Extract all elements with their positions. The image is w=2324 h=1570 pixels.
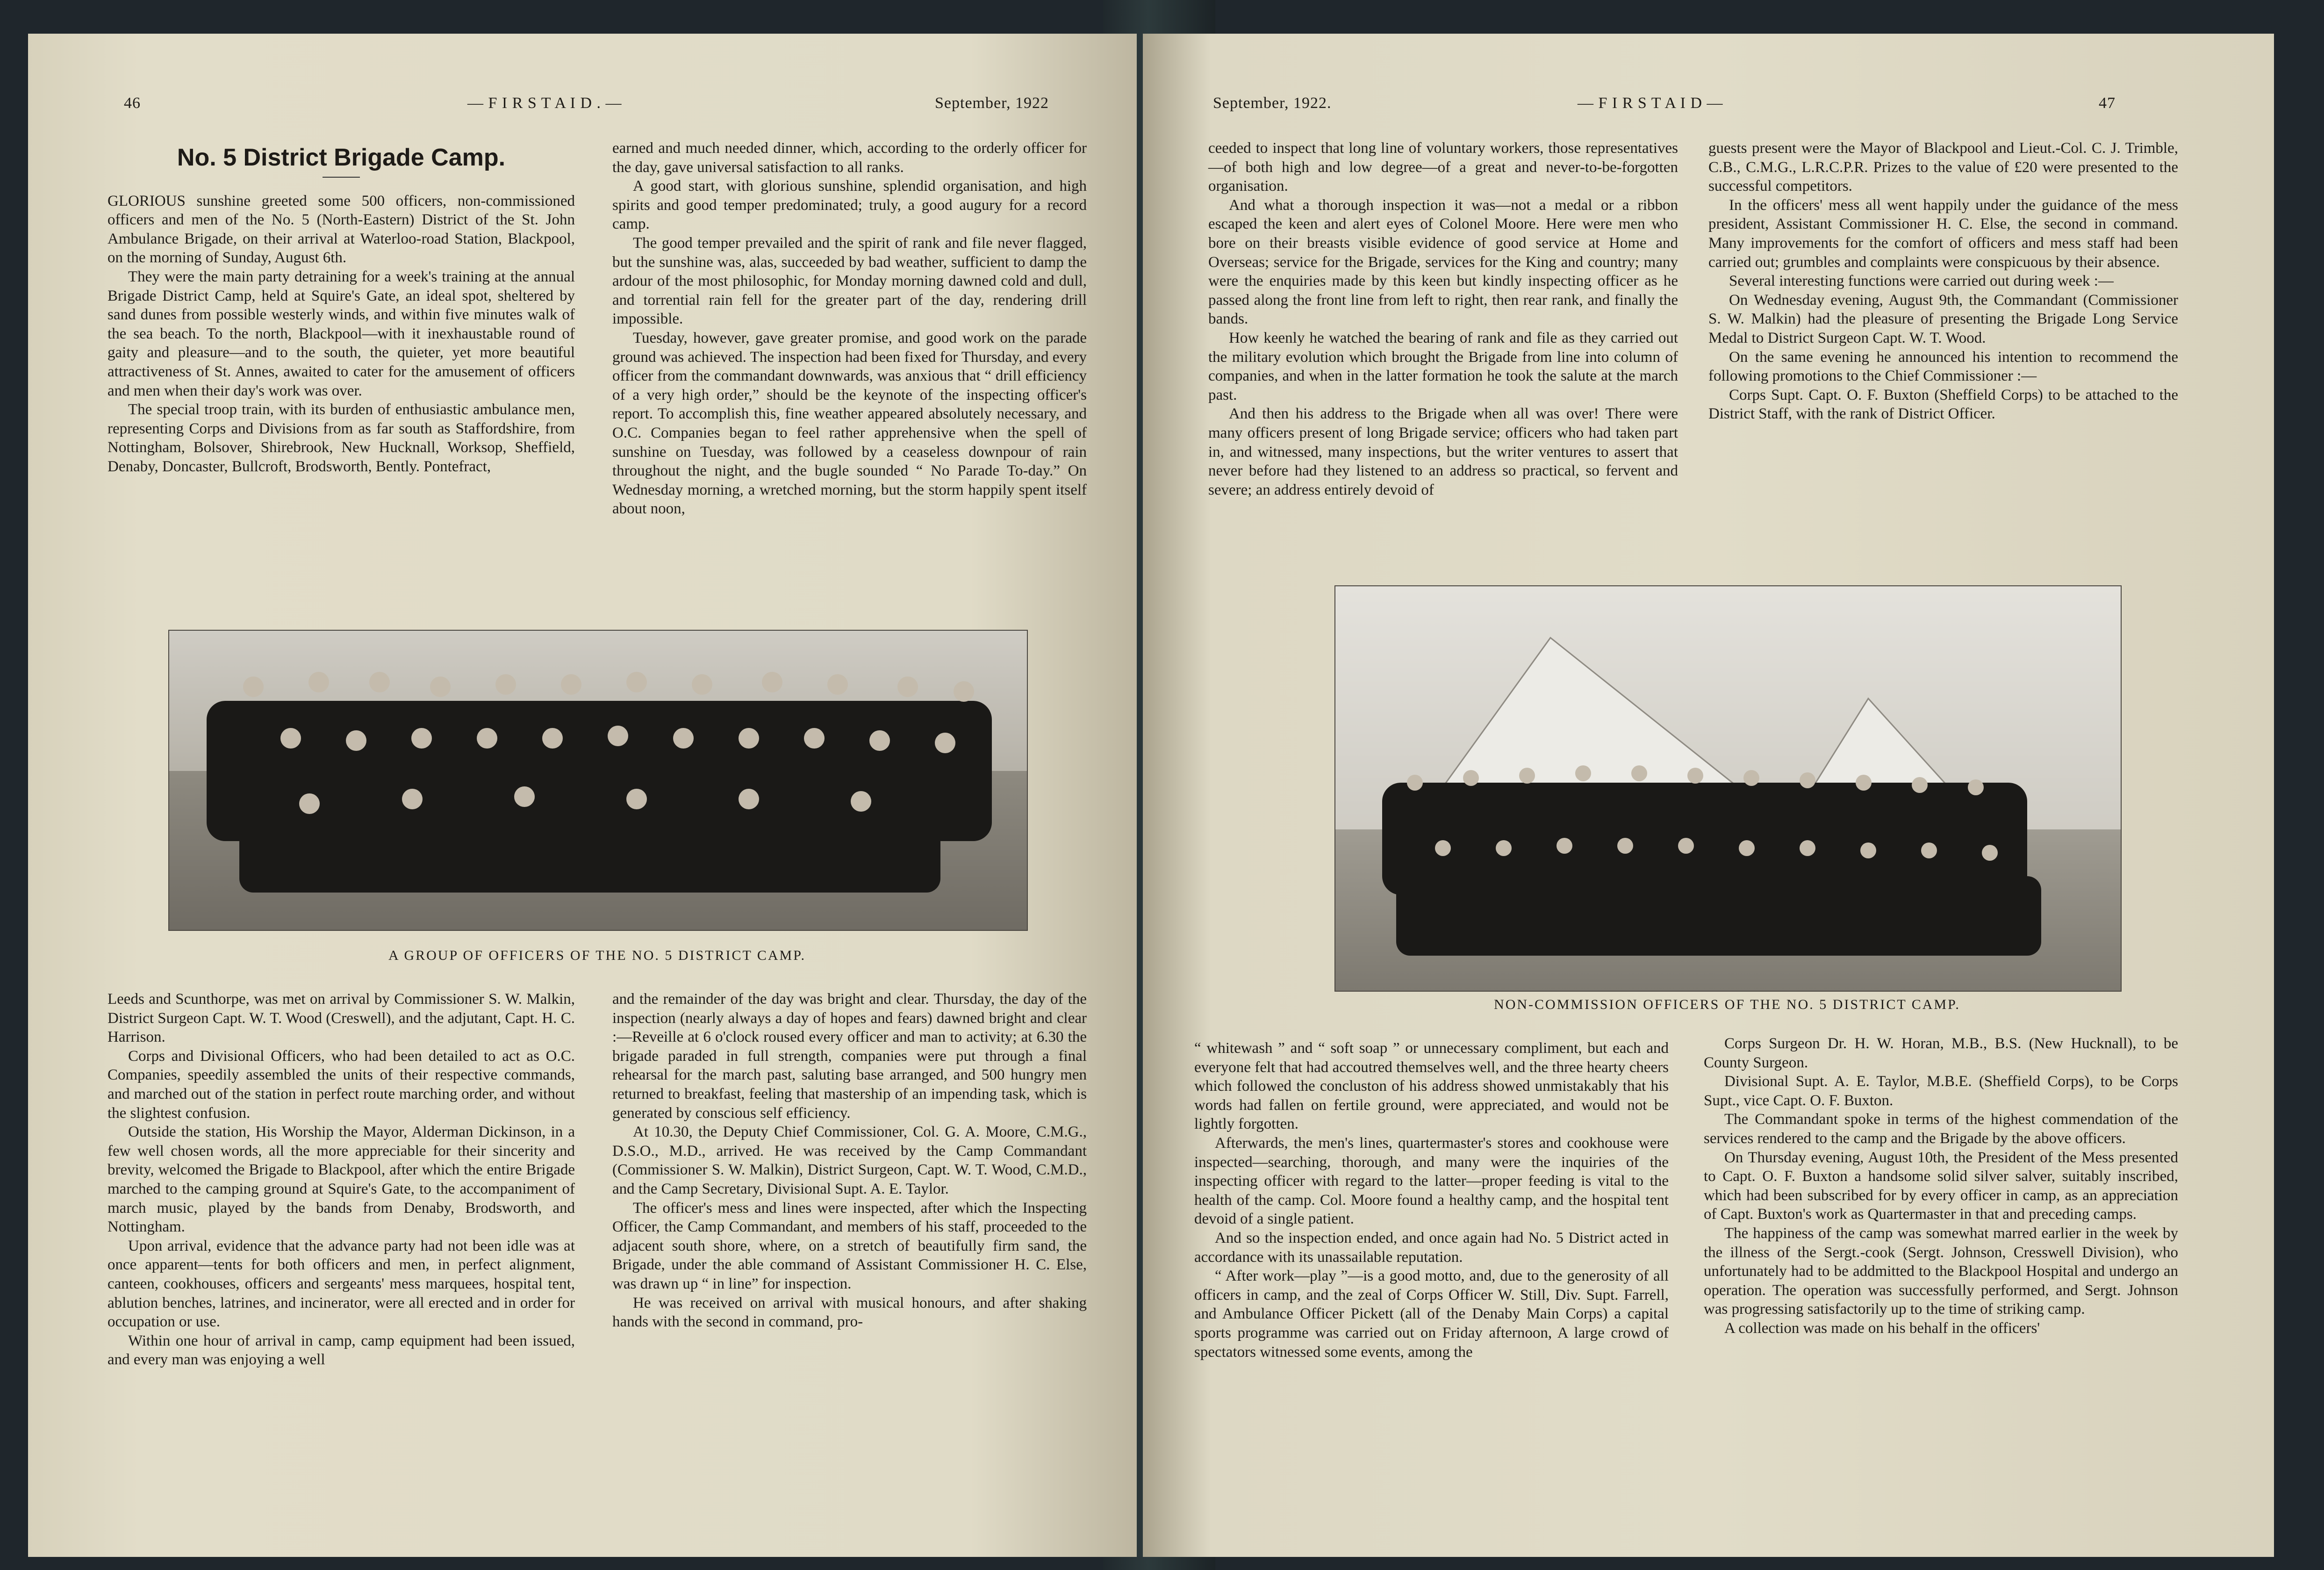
paragraph: On Thursday evening, August 10th, the President of the Mess presented to Capt. O. F. Buxton a handsome solid silver salver, suitably inscribed, which had been subscribed for by every officer in camp, as an appreciation of Capt. Buxton's work as Quartermaster in that and preceding camps. <box>1704 1149 2178 1223</box>
right-col2-bottom <box>1704 1034 2178 1338</box>
paragraph: And what a thorough inspection it was—not a medal or a ribbon escaped the keen and alert eyes of Colonel Moore. Here were men who bore on their breasts visible evidence of good service at Home and Overseas; service for the Brigade, services for the King and country; many were the enquiries made by this keen but kindly inspecting officer as he passed along the front line from left to right, then rear rank, and finally the bands. <box>1208 196 1678 328</box>
left-col1-top <box>108 144 575 476</box>
page-number: 46 <box>124 94 141 112</box>
paragraph: Outside the station, His Worship the Mayor, Alderman Dickinson, in a few well chosen words, all the more appreciable for their sincerity and brevity, welcomed the Brigade to Blackpool, after which the entire Brigade marched to the camping ground at Squire's Gate, to the accompaniment of march music, played by the bands from Denaby, Brodsworth, and Nottingham. <box>108 1123 575 1236</box>
right-col1-top <box>1208 139 1678 499</box>
paragraph: A collection was made on his behalf in the officers' <box>1724 1319 2040 1337</box>
paragraph: earned and much needed dinner, which, according to the orderly officer for the day, gave universal satisfaction to all ranks. <box>612 140 1087 176</box>
paragraph: A good start, with glorious sunshine, splendid organisation, and high spirits and good temper predominated; truly, a good augury for a record camp. <box>612 178 1087 233</box>
paragraph: At 10.30, the Deputy Chief Commissioner, Col. G. A. Moore, C.M.G., D.S.O., M.D., arrived. He was received by the Camp Commandant (Commissioner S. W. Malkin), District Surgeon, Capt. W. T. Wood, C.M.D., and the Camp Secretary, Divisional Supt. A. E. Taylor. <box>612 1123 1087 1197</box>
paragraph: And then his address to the Brigade when all was over! There were many officers present of long Brigade service; officers who had taken part in, and witnessed, many inspections, but the writer ventures to assert that never before had they listened to an address so practical, so fervent and severe; an address entirely devoid of <box>1208 405 1678 498</box>
officers-group-photo <box>168 630 1028 931</box>
paragraph: Corps Supt. Capt. O. F. Buxton (Sheffield Corps) to be attached to the District Staff, with the rank of District Officer. <box>1708 386 2178 423</box>
paragraph: The special troop train, with its burden of enthusiastic ambulance men, representing Corps and Divisions from as far south as Staffordshire, from Nottingham, Bolsover, Shirebrook, New Hucknall, Worksop, Sheffield, Denaby, Doncaster, Bullcroft, Brodsworth, Bently. Pontefract, <box>108 401 575 475</box>
paragraph: On Wednesday evening, August 9th, the Commandant (Commissioner S. W. Malkin) had the pleasure of presenting the Brigade Long Service Medal to District Surgeon Capt. W. T. Wood. <box>1708 291 2178 346</box>
paragraph: guests present were the Mayor of Blackpool and Lieut.-Col. C. J. Trimble, C.B., C.M.G., L.R.C.P.R. Prizes to the value of £20 were presented to the successful competitors. <box>1708 140 2178 195</box>
paragraph: In the officers' mess all went happily under the guidance of the mess president, Assistant Commissioner H. C. Else, the second in command. Many improvements for the comfort of officers and mess staff had been carried out; grumbles and complaints were conspicuous by their absence. <box>1708 196 2178 271</box>
paragraph: And so the inspection ended, and once again had No. 5 District acted in accordance with its unassailable reputation. <box>1194 1229 1669 1266</box>
paragraph: How keenly he watched the bearing of rank and file as they carried out the military evolution which brought the Brigade from line into column of companies, and when in the latter formation he took the salute at the march past. <box>1208 329 1678 403</box>
journal-title: — F I R S T A I D . — <box>467 94 622 112</box>
nco-group-photo <box>1334 585 2122 992</box>
right-col2-top <box>1708 139 2178 424</box>
paragraph: Tuesday, however, gave greater promise, and good work on the parade ground was achieved. The inspection had been fixed for Thursday, and every officer from the commandant downwards, was anxious that “ drill efficiency of a very high order,” should be the keynote of the inspecting officer's report. To accomplish this, fine weather appeared absolutely necessary, and O.C. Companies began to feel rather apprehensive when the spell of sunshine on Tuesday, was followed by a ceaseless downpour of rain throughout the night, and the bugle sounded “ No Parade To-day.” On Wednesday morning, a wretched morning, but the storm happily spent itself about noon, <box>612 329 1087 518</box>
photo-figures <box>169 631 1027 930</box>
paragraph: The officer's mess and lines were inspected, after which the Inspecting Officer, the Camp Commandant, and members of his staff, proceeded to the adjacent south shore, where, on a stretch of beautifully firm sand, the Brigade, under the able command of Assistant Commissioner H. C. Else, was drawn up “ in line” for inspection. <box>612 1199 1087 1292</box>
paragraph: “ After work—play ”—is a good motto, and, due to the generosity of all officers in camp, and the zeal of Corps Officer W. Still, Div. Supt. Farrell, and Ambulance Officer Pickett (all of the Denaby Main Corps) a capital sports programme was carried out on Friday afternoon, A large crowd of spectators witnessed some events, among the <box>1194 1268 1669 1361</box>
article-title: No. 5 District Brigade Camp. <box>177 144 506 171</box>
paragraph: Leeds and Scunthorpe, was met on arrival by Commissioner S. W. Malkin, District Surgeon Capt. W. T. Wood (Creswell), and the adjutant, Capt. H. C. Harrison. <box>108 991 575 1046</box>
paragraph: “ whitewash ” and “ soft soap ” or unnecessary compliment, but each and everyone felt that had accoutred themselves well, and the three hearty cheers which followed the concluston of his address showed unmistakably that his words had fallen on fertile ground, were appreciated, and would not be lightly forgotten. <box>1194 1040 1669 1133</box>
paragraph: On the same evening he announced his intention to recommend the following promotions to the Chief Commissioner :— <box>1708 348 2178 385</box>
paragraph: GLORIOUS sunshine greeted some 500 officers, non-commissioned officers and men of the No. 5 (North-Eastern) District of the St. John Ambulance Brigade, on their arrival at Waterloo-road Station, Blackpool, on the morning of Sunday, August 6th. <box>108 192 575 266</box>
paragraph: Several interesting functions were carried out during week :— <box>1729 273 2114 290</box>
journal-title: — F I R S T A I D — <box>1578 94 1723 112</box>
left-col2-top <box>612 139 1087 519</box>
paragraph: Divisional Supt. A. E. Taylor, M.B.E. (Sheffield Corps), to be Corps Supt., vice Capt. O. F. Buxton. <box>1704 1073 2178 1109</box>
right-col1-bottom <box>1194 1039 1669 1361</box>
officers-photo-caption: A GROUP OF OFFICERS OF THE NO. 5 DISTRICT CAMP. <box>388 948 806 963</box>
paragraph: ceeded to inspect that long line of voluntary workers, those representatives—of both high and low degree—of a great and never-to-be-forgotten organisation. <box>1208 140 1678 195</box>
left-col1-bottom <box>108 990 575 1369</box>
paragraph: He was received on arrival with musical honours, and after shaking hands with the second in command, pro- <box>612 1294 1087 1331</box>
right-page <box>1143 34 2274 1557</box>
paragraph: They were the main party detraining for a week's training at the annual Brigade District Camp, held at Squire's Gate, an ideal spot, sheltered by sand dunes from possible westerly winds, and within five minutes walk of the sea beach. To the north, Blackpool—with it inexhaustable round of gaity and pleasure—and to the south, the quieter, yet more beautiful attractiveness of St. Annes, awaited to cater for the amusement of officers and men when their day's work was over. <box>108 268 575 399</box>
paragraph: and the remainder of the day was bright and clear. Thursday, the day of the inspection (nearly always a day of hopes and fears) dawned bright and clear :—Reveille at 6 o'clock roused every officer and man to activity; at 6.30 the brigade paraded in full strength, companies were put through a final rehearsal for the march past, saluting base arranged, and 500 hungry men returned to breakfast, feeling that mastership of an impending task, which is generated by conscious self efficiency. <box>612 991 1087 1122</box>
paragraph: The happiness of the camp was somewhat marred earlier in the week by the illness of the Sergt.-cook (Sergt. Johnson, Cresswell Division), who unfortunately had to be addmitted to the Blackpool Hospital and undergo an operation. The operation was successfully performed, and Sergt. Johnson was progressing satisfactorily up to the time of striking camp. <box>1704 1224 2178 1318</box>
left-page <box>28 34 1137 1557</box>
paragraph: The Commandant spoke in terms of the highest commendation of the services rendered to the camp and the Brigade by the above officers. <box>1704 1111 2178 1147</box>
nco-photo-caption: NON-COMMISSION OFFICERS OF THE NO. 5 DISTRICT CAMP. <box>1494 997 1960 1012</box>
issue-date: September, 1922. <box>1213 94 1332 112</box>
photo-figures <box>1335 586 2121 991</box>
issue-date: September, 1922 <box>935 94 1049 112</box>
paragraph: Corps Surgeon Dr. H. W. Horan, M.B., B.S. (New Hucknall), to be County Surgeon. <box>1704 1035 2178 1071</box>
paragraph: The good temper prevailed and the spirit of rank and file never flagged, but the sunshine was, alas, succeeded by bad weather, sufficient to damp the ardour of the most philosophic, for Monday morning dawned cold and dull, and torrential rain fell for the greater part of the day, rendering drill impossible. <box>612 234 1087 328</box>
page-number: 47 <box>2099 94 2116 112</box>
paragraph: Upon arrival, evidence that the advance party had not been idle was at once apparent—tents for both officers and men, in perfect alignment, canteen, cookhouses, officers and sergeants' mess marquees, hospital tent, ablution benches, latrines, and incinerator, were all erected and in order for occupation or use. <box>108 1237 575 1331</box>
paragraph: Within one hour of arrival in camp, camp equipment had been issued, and every man was enjoying a well <box>108 1332 575 1368</box>
title-rule <box>323 177 360 178</box>
paragraph: Corps and Divisional Officers, who had been detailed to act as O.C. Companies, speedily assembled the units of their respective commands, and marched out of the station in perfect route marching order, and without the slightest confusion. <box>108 1047 575 1122</box>
left-col2-bottom <box>612 990 1087 1332</box>
paragraph: Afterwards, the men's lines, quartermaster's stores and cookhouse were inspected—searching, thorough, and many were the inquiries of the inspecting officer with regard to the latter—proper feeding is vital to the health of the camp. Col. Moore found a healthy camp, and the hospital tent devoid of a single patient. <box>1194 1134 1669 1228</box>
